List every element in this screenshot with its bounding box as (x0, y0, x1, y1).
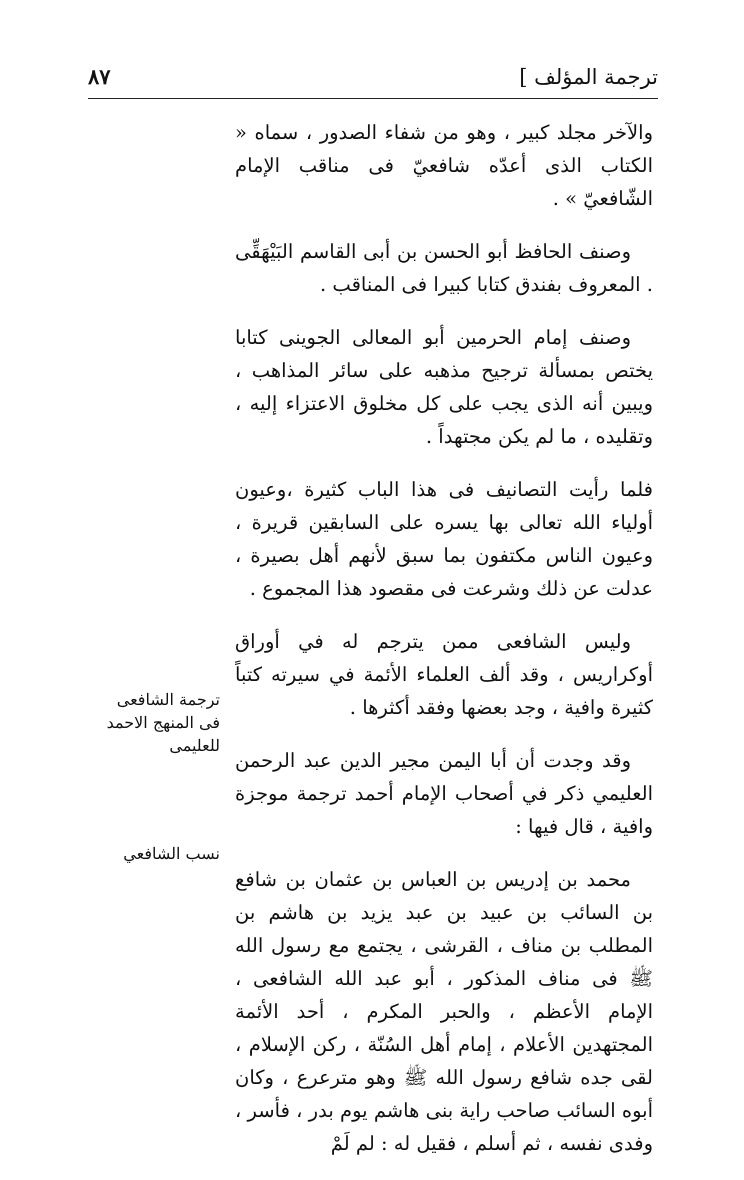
page-header (88, 62, 658, 96)
paragraph-4: فلما رأيت التصانيف فى هذا الباب كثيرة ،وعيون أولياء الله تعالى بها يسره على السابقين قريرة ، وعيون الناس مكتفون بما سبق لأنهم أهل بصيرة ، عدلت عن ذلك وشرعت فى مقصود هذا المجموع . (235, 478, 653, 600)
header-rule (88, 98, 658, 99)
paragraph-3: وصنف إمام الحرمين أبو المعالى الجوينى كتابا يختص بمسألة ترجيح مذهبه على سائر المذاهب ، ويبين أنه الذى يجب على كل مخلوق الاعتزاء إليه ، وتقليده ، ما لم يكن مجتهداً . (235, 326, 653, 448)
page-number: ٨٧ (88, 64, 111, 89)
main-text (235, 116, 653, 1180)
running-title: ترجمة المؤلف ] (519, 65, 658, 89)
paragraph-6: وقد وجدت أن أبا اليمن مجير الدين عبد الرحمن العليمي ذكر في أصحاب الإمام أحمد ترجمة موجزة وافية ، قال فيها : (235, 749, 653, 838)
margin-note-alimi-biography: ترجمة الشافعى فى المنهج الاحمد للعليمى (106, 690, 220, 755)
paragraph-7: محمد بن إدريس بن العباس بن عثمان بن شافع بن السائب بن عبيد بن عبد يزيد بن هاشم بن المطلب بن مناف ، القرشى ، يجتمع مع رسول الله ﷺ فى مناف المذكور ، أبو عبد الله الشافعى ، الإمام الأعظم ، والحبر المكرم ، أحد الأئمة المجتهدين الأعلام ، إمام أهل السُنّة ، ركن الإسلام ، لقى جده شافع رسول الله ﷺ وهو مترعرع ، وكان أبوه السائب صاحب راية بنى هاشم يوم بدر ، فأسر ، وفدى نفسه ، ثم أسلم ، فقيل له : لم لَمْ (235, 868, 653, 1155)
paragraph-2: وصنف الحافظ أبو الحسن بن أبى القاسم البَيْهَقِّى . المعروف بفندق كتابا كبيرا فى المناقب . (235, 240, 653, 296)
paragraph-5: وليس الشافعى ممن يترجم له في أوراق أوكراريس ، وقد ألف العلماء الأئمة في سيرته كتباً كثيرة وافية ، وجد بعضها وفقد أكثرها . (235, 630, 653, 719)
margin-note-shafii-lineage: نسب الشافعي (123, 844, 220, 863)
paragraph-1: والآخر مجلد كبير ، وهو من شفاء الصدور ، سماه « الكتاب الذى أعدّه شافعيّ فى مناقب الإمام الشّافعيّ » . (235, 121, 653, 210)
